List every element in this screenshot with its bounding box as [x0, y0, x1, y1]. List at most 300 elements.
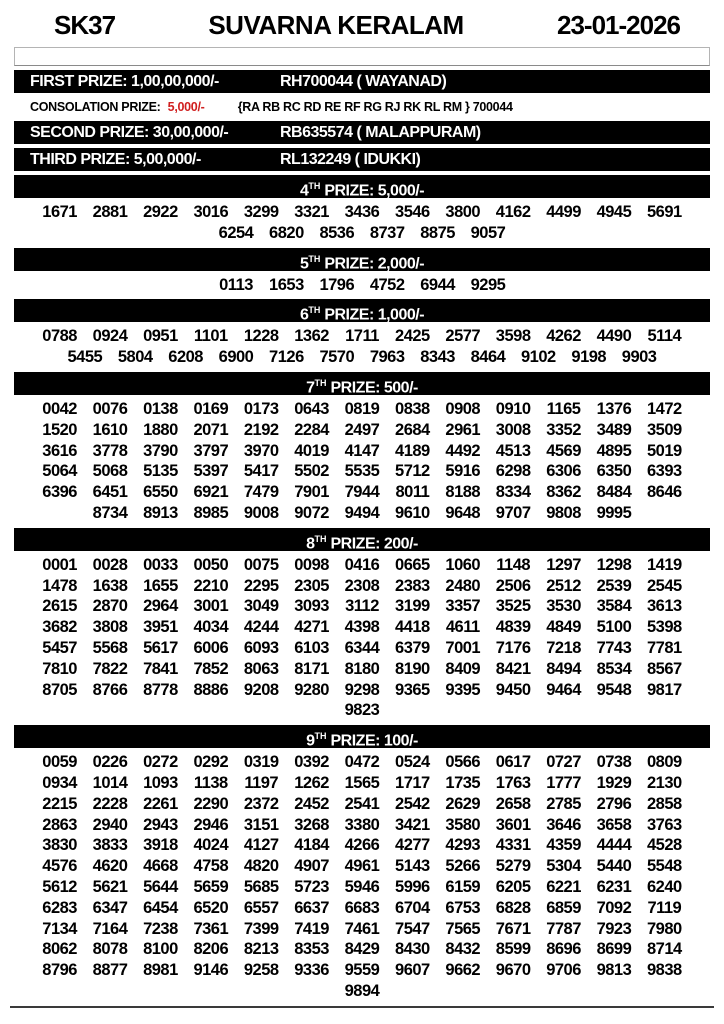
prize-number: 4262 [546, 327, 581, 346]
prize-number: 3800 [445, 203, 481, 221]
consolation-series: {RA RB RC RD RE RF RG RJ RK RL RM } 700044 [237, 100, 513, 114]
third-prize-bar [14, 148, 710, 171]
prize-number: 9670 [495, 961, 531, 980]
prize-number: 7547 [395, 919, 430, 938]
number-row [14, 202, 710, 223]
prize-number: 6520 [193, 898, 229, 917]
prize-number: 6683 [344, 898, 380, 917]
number-row [14, 441, 710, 462]
prize-number: 6103 [294, 638, 329, 657]
prize-number: 3763 [646, 815, 682, 834]
number-row [14, 596, 710, 617]
prize-number: 7419 [294, 919, 329, 938]
prize-number: 2210 [193, 576, 229, 595]
number-row [14, 482, 710, 503]
prize-number: 1655 [143, 576, 178, 595]
prize-number: 0076 [92, 399, 128, 418]
prize-number: 0059 [42, 753, 77, 772]
prize-number: 0819 [344, 399, 380, 418]
prize-number: 7852 [193, 659, 229, 678]
prize-number: 3682 [42, 618, 77, 637]
prize-number: 4024 [193, 836, 229, 855]
prize-number: 2130 [646, 773, 682, 792]
prize-number: 1362 [294, 327, 329, 346]
prize-number: 9146 [193, 961, 229, 980]
prize-number: 8062 [42, 940, 77, 959]
prize-number: 3509 [646, 420, 682, 439]
prize-number: 2940 [92, 815, 128, 834]
prize-number: 8913 [143, 503, 178, 522]
prize-number: 1610 [92, 420, 128, 439]
number-row [14, 856, 710, 877]
prize-number: 3778 [92, 441, 128, 460]
prize-number: 2946 [193, 815, 229, 834]
prize-number: 2684 [395, 420, 430, 439]
prize-number: 8646 [646, 483, 682, 502]
prize-number: 2796 [596, 794, 632, 813]
first-prize-winner: RH700044 ( WAYANAD) [280, 73, 447, 90]
prize-number: 3808 [92, 618, 128, 637]
bottom-rule [10, 1006, 714, 1008]
prize-number: 8981 [143, 961, 178, 980]
prize-number: 8737 [369, 223, 405, 242]
prize-number: 0226 [92, 753, 128, 772]
prize-number: 9662 [445, 961, 481, 980]
number-row [14, 981, 710, 1002]
prize-number: 0416 [344, 555, 380, 574]
prize-number: 5568 [92, 638, 128, 657]
prize-number: 4668 [143, 857, 178, 876]
prize-number: 0809 [646, 753, 682, 772]
prize-number: 3421 [395, 815, 430, 834]
number-row [14, 773, 710, 794]
prize-number: 5440 [596, 857, 632, 876]
prize-number: 4758 [193, 857, 229, 876]
prize-number: 1520 [42, 420, 77, 439]
prize-number: 5644 [143, 877, 178, 896]
prize-number: 0292 [193, 753, 229, 772]
prize-number: 6393 [646, 462, 682, 481]
prize-number: 2284 [294, 420, 329, 439]
prize-number: 6283 [42, 898, 77, 917]
prize-number: 3093 [294, 597, 329, 616]
number-row [14, 461, 710, 482]
prize-number: 9610 [395, 503, 430, 522]
prize-number: 1777 [546, 773, 581, 792]
prize-number: 2863 [42, 815, 77, 834]
prize-number: 2922 [143, 203, 178, 221]
prize-number: 1472 [646, 399, 682, 418]
prize-number: 4820 [243, 857, 279, 876]
prize-number: 9450 [495, 680, 531, 699]
prize-number: 8206 [193, 940, 229, 959]
prize-number: 6828 [495, 898, 531, 917]
prize-number: 5723 [294, 877, 329, 896]
draw-code: SK37 [54, 10, 116, 40]
prize-number: 9706 [546, 961, 581, 980]
prize-number: 2215 [42, 794, 77, 813]
number-row [14, 659, 710, 680]
prize-number: 6704 [395, 898, 430, 917]
prize-number: 0951 [143, 327, 178, 346]
section-header-6th: 6TH PRIZE: 1,000/- [14, 299, 710, 322]
prize-number: 7399 [243, 919, 279, 938]
prize-number: 3357 [445, 597, 481, 616]
prize-sections [14, 175, 710, 1002]
prize-number: 8078 [92, 940, 128, 959]
prize-number: 3951 [143, 618, 178, 637]
prize-number: 2964 [143, 597, 178, 616]
prize-number: 3151 [243, 815, 279, 834]
prize-number: 0617 [495, 753, 531, 772]
prize-number: 5398 [646, 618, 682, 637]
prize-number: 2943 [143, 815, 178, 834]
prize-number: 4127 [243, 836, 279, 855]
prize-number: 9894 [344, 981, 380, 1000]
prize-number: 3830 [42, 836, 77, 855]
prize-number: 2870 [92, 597, 128, 616]
prize-number: 4147 [344, 441, 380, 460]
prize-number: 6344 [344, 638, 380, 657]
prize-number: 4492 [445, 441, 481, 460]
prize-number: 0098 [294, 555, 329, 574]
prize-number: 3613 [646, 597, 682, 616]
prize-number: 7176 [495, 638, 531, 657]
prize-number: 9072 [294, 503, 329, 522]
draw-date: 23-01-2026 [557, 10, 680, 40]
prize-number: 8766 [92, 680, 128, 699]
prize-number: 6298 [495, 462, 531, 481]
prize-number: 4277 [395, 836, 430, 855]
prize-number: 4359 [546, 836, 581, 855]
prize-number: 8494 [546, 659, 581, 678]
prize-number: 5457 [42, 638, 77, 657]
prize-number: 3436 [344, 203, 380, 221]
prize-number: 7001 [445, 638, 481, 657]
prize-number: 8705 [42, 680, 77, 699]
prize-number: 2506 [495, 576, 531, 595]
prize-number: 5691 [646, 203, 682, 221]
prize-number: 2961 [445, 420, 481, 439]
prize-number: 5712 [395, 462, 430, 481]
prize-number: 9548 [596, 680, 632, 699]
section-header-9th: 9TH PRIZE: 100/- [14, 725, 710, 748]
prize-number: 0643 [294, 399, 329, 418]
number-row [14, 576, 710, 597]
prize-number: 0727 [546, 753, 581, 772]
prize-number: 6921 [193, 483, 229, 502]
prize-number: 9280 [294, 680, 329, 699]
prize-number: 5135 [143, 462, 178, 481]
prize-number: 1880 [143, 420, 178, 439]
prize-number: 7565 [445, 919, 481, 938]
prize-number: 6454 [143, 898, 178, 917]
number-row [14, 939, 710, 960]
prize-number: 9813 [596, 961, 632, 980]
prize-number: 1478 [42, 576, 77, 595]
prize-number: 2881 [92, 203, 128, 221]
prize-number: 9817 [646, 680, 682, 699]
prize-number: 6379 [395, 638, 430, 657]
number-row [14, 700, 710, 721]
prize-number: 4184 [294, 836, 329, 855]
prize-number: 4244 [243, 618, 279, 637]
consolation-row [14, 97, 710, 117]
prize-number: 3833 [92, 836, 128, 855]
prize-number: 4752 [369, 275, 405, 294]
number-row [14, 275, 710, 296]
prize-number: 5114 [647, 327, 682, 346]
prize-number: 1148 [496, 555, 531, 574]
prize-number: 9995 [596, 503, 632, 522]
prize-number: 8188 [445, 483, 481, 502]
prize-number: 3797 [193, 441, 229, 460]
prize-number: 8699 [596, 940, 632, 959]
second-prize-label: SECOND PRIZE: 30,00,000/- [30, 124, 229, 141]
prize-number: 9838 [646, 961, 682, 980]
number-row [14, 898, 710, 919]
prize-number: 8353 [294, 940, 329, 959]
prize-number: 7822 [92, 659, 128, 678]
prize-number: 7841 [143, 659, 178, 678]
prize-number: 1796 [319, 275, 355, 294]
prize-number: 9823 [344, 701, 380, 720]
prize-number: 2539 [596, 576, 632, 595]
prize-number: 1014 [92, 773, 128, 792]
prize-number: 4895 [596, 441, 632, 460]
prize-number: 9395 [445, 680, 481, 699]
prize-number: 5266 [445, 857, 481, 876]
prize-number: 1638 [92, 576, 128, 595]
blank-strip [14, 47, 710, 66]
prize-number: 6820 [269, 223, 304, 242]
prize-number: 5535 [344, 462, 380, 481]
prize-number: 0050 [193, 555, 229, 574]
prize-number: 3525 [495, 597, 531, 616]
prize-number: 1297 [546, 555, 581, 574]
prize-number: 4528 [646, 836, 682, 855]
prize-section-8th [14, 528, 710, 721]
third-prize-winner: RL132249 ( IDUKKI) [280, 151, 421, 168]
prize-number: 5659 [193, 877, 229, 896]
prize-number: 2858 [646, 794, 682, 813]
prize-number: 6231 [596, 877, 632, 896]
prize-number: 3001 [193, 597, 229, 616]
prize-number: 6396 [42, 483, 77, 502]
prize-number: 5100 [596, 618, 632, 637]
prize-number: 2228 [92, 794, 128, 813]
prize-number: 4945 [596, 203, 632, 221]
lottery-title: SUVARNA KERALAM [208, 10, 464, 40]
prize-number: 1298 [596, 555, 632, 574]
prize-number: 0910 [495, 399, 531, 418]
prize-number: 4293 [445, 836, 481, 855]
prize-number: 9208 [243, 680, 279, 699]
consolation-amount: 5,000/- [167, 100, 205, 114]
prize-number: 7361 [193, 919, 229, 938]
prize-number: 8429 [344, 940, 380, 959]
prize-number: 3580 [445, 815, 481, 834]
prize-number: 8599 [495, 940, 531, 959]
prize-number: 2305 [294, 576, 329, 595]
prize-number: 6944 [420, 275, 455, 294]
prize-number: 1101 [193, 327, 228, 346]
number-row [14, 877, 710, 898]
prize-number: 2308 [344, 576, 380, 595]
prize-number: 1763 [495, 773, 531, 792]
prize-number: 4961 [344, 857, 380, 876]
number-row [14, 347, 710, 368]
section-header-8th: 8TH PRIZE: 200/- [14, 528, 710, 551]
prize-number: 3970 [243, 441, 279, 460]
prize-number: 8886 [193, 680, 229, 699]
prize-number: 9102 [521, 348, 556, 367]
prize-number: 6900 [218, 348, 254, 367]
prize-number: 1653 [269, 275, 304, 294]
prize-number: 0033 [143, 555, 178, 574]
prize-number: 4034 [193, 618, 229, 637]
first-prize-bar [14, 70, 710, 93]
section-header-7th: 7TH PRIZE: 500/- [14, 372, 710, 395]
prize-number: 8362 [546, 483, 581, 502]
prize-number: 5502 [294, 462, 329, 481]
second-prize-bar [14, 121, 710, 144]
prize-number: 2629 [445, 794, 481, 813]
number-row [14, 503, 710, 524]
prize-number: 1717 [395, 773, 430, 792]
prize-number: 0113 [219, 275, 253, 294]
number-row [14, 919, 710, 940]
prize-number: 0838 [395, 399, 430, 418]
prize-number: 2785 [546, 794, 581, 813]
prize-number: 3646 [546, 815, 581, 834]
prize-number: 4444 [596, 836, 632, 855]
prize-number: 2192 [243, 420, 279, 439]
prize-number: 6221 [546, 877, 581, 896]
number-row [14, 399, 710, 420]
third-prize-label: THIRD PRIZE: 5,00,000/- [30, 151, 201, 168]
prize-number: 2295 [243, 576, 279, 595]
prize-number: 0524 [395, 753, 430, 772]
prize-number: 7479 [243, 483, 279, 502]
consolation-label: CONSOLATION PRIZE: [30, 100, 161, 114]
prize-number: 7963 [369, 348, 405, 367]
number-row [14, 960, 710, 981]
prize-number: 0001 [42, 555, 77, 574]
prize-number: 2545 [646, 576, 682, 595]
prize-number: 0042 [42, 399, 77, 418]
prize-number: 9464 [546, 680, 581, 699]
prize-number: 5455 [67, 348, 103, 367]
prize-number: 3112 [345, 597, 379, 616]
prize-number: 9494 [344, 503, 380, 522]
prize-number: 6753 [445, 898, 481, 917]
prize-number: 3918 [143, 836, 178, 855]
prize-number: 5064 [42, 462, 77, 481]
prize-number: 1711 [345, 327, 379, 346]
prize-number: 7461 [344, 919, 380, 938]
prize-number: 0138 [143, 399, 178, 418]
prize-number: 6557 [243, 898, 279, 917]
prize-number: 1671 [42, 203, 77, 221]
prize-number: 4569 [546, 441, 581, 460]
prize-number: 6208 [168, 348, 203, 367]
prize-number: 7092 [596, 898, 632, 917]
prize-number: 3380 [344, 815, 380, 834]
prize-number: 6350 [596, 462, 632, 481]
prize-number: 8180 [344, 659, 380, 678]
prize-number: 6159 [445, 877, 481, 896]
prize-number: 0272 [143, 753, 178, 772]
prize-number: 6240 [646, 877, 682, 896]
prize-number: 4271 [294, 618, 329, 637]
prize-number: 1138 [193, 773, 228, 792]
prize-number: 6006 [193, 638, 229, 657]
prize-number: 7980 [646, 919, 682, 938]
number-row [14, 223, 710, 244]
prize-number: 8714 [646, 940, 682, 959]
prize-number: 7164 [92, 919, 128, 938]
prize-number: 1565 [344, 773, 380, 792]
prize-number: 7923 [596, 919, 632, 938]
prize-number: 5916 [445, 462, 481, 481]
prize-number: 8421 [495, 659, 531, 678]
prize-number: 8567 [646, 659, 682, 678]
prize-number: 0788 [42, 327, 77, 346]
prize-number: 1262 [294, 773, 329, 792]
prize-number: 9808 [546, 503, 581, 522]
prize-number: 7901 [294, 483, 329, 502]
prize-number: 7671 [495, 919, 531, 938]
prize-number: 1060 [445, 555, 481, 574]
prize-number: 0908 [445, 399, 481, 418]
prize-number: 3489 [596, 420, 632, 439]
prize-number: 8877 [92, 961, 128, 980]
prize-section-6th [14, 299, 710, 368]
masthead [14, 6, 710, 44]
prize-number: 6550 [143, 483, 178, 502]
prize-number: 3530 [546, 597, 581, 616]
number-row [14, 617, 710, 638]
prize-number: 5068 [92, 462, 128, 481]
prize-number: 2577 [445, 327, 481, 346]
prize-number: 2658 [495, 794, 531, 813]
prize-number: 7238 [143, 919, 178, 938]
prize-number: 3321 [294, 203, 329, 221]
number-row [14, 752, 710, 773]
prize-number: 6637 [294, 898, 329, 917]
prize-number: 8778 [143, 680, 178, 699]
prize-number: 0665 [395, 555, 430, 574]
prize-number: 5996 [395, 877, 430, 896]
prize-number: 7218 [546, 638, 581, 657]
prize-number: 3546 [395, 203, 430, 221]
prize-number: 7787 [546, 919, 581, 938]
prize-number: 8534 [596, 659, 632, 678]
prize-number: 2615 [42, 597, 77, 616]
prize-number: 4849 [546, 618, 581, 637]
prize-number: 0392 [294, 753, 329, 772]
prize-number: 9648 [445, 503, 481, 522]
section-header-4th: 4TH PRIZE: 5,000/- [14, 175, 710, 198]
prize-number: 4331 [495, 836, 531, 855]
prize-number: 4499 [546, 203, 581, 221]
prize-number: 6093 [243, 638, 279, 657]
prize-number: 5397 [193, 462, 229, 481]
prize-number: 9258 [243, 961, 279, 980]
prize-number: 7810 [42, 659, 77, 678]
prize-section-7th [14, 372, 710, 524]
